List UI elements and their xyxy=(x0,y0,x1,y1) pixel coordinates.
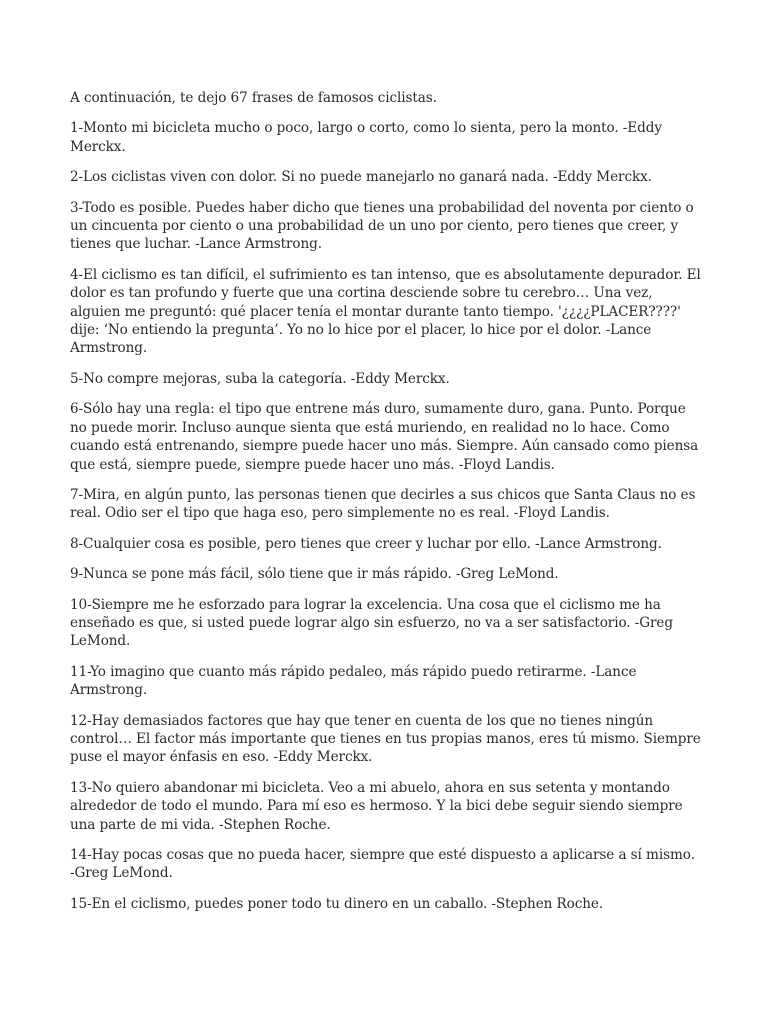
quote-paragraph: 2-Los ciclistas viven con dolor. Si no puede manejarlo no ganará nada. -Eddy Merckx. xyxy=(70,169,652,186)
quote-paragraph: 10-Siempre me he esforzado para lograr la excelencia. Una cosa que el ciclismo me ha enseñado es que, si usted puede lograr algo sin esfuerzo, no va a ser satisfactorio. -Greg LeMond. xyxy=(70,596,673,650)
quote-paragraph: 7-Mira, en algún punto, las personas tienen que decirles a sus chicos que Santa Claus no es real. Odio ser el tipo que haga eso, pero simplemente no es real. -Floyd Landis. xyxy=(70,486,696,522)
document-body xyxy=(70,89,702,925)
quote-paragraph: 12-Hay demasiados factores que hay que tener en cuenta de los que no tienes ningún control… El factor más importante que tienes en tus propias manos, eres tú mismo. Siempre puse el mayor énfasis en eso. -Eddy Merckx. xyxy=(70,712,701,766)
intro-paragraph: A continuación, te dejo 67 frases de famosos ciclistas. xyxy=(70,90,437,106)
quote-paragraph: 4-El ciclismo es tan difícil, el sufrimiento es tan intenso, que es absolutamente depurador. El dolor es tan profundo y fuerte que una cortina desciende sobre tu cerebro… Una vez, alguien me preguntó: qué placer tenía el montar durante tanto tiempo. '¿¿¿¿PLACER????' dije: ‘No entiendo la pregunta’. Yo no lo hice por el placer, lo hice por el dolor. -Lance Armstrong. xyxy=(70,266,701,357)
quote-paragraph: 3-Todo es posible. Puedes haber dicho que tienes una probabilidad del noventa por ciento o un cincuenta por ciento o una probabilidad de un uno por ciento, pero tienes que creer, y tienes que luchar. -Lance Armstrong. xyxy=(70,199,694,253)
quote-paragraph: 6-Sólo hay una regla: el tipo que entrene más duro, sumamente duro, gana. Punto. Porque no puede morir. Incluso aunque sienta que está muriendo, en realidad no lo hace. Como cuando está entrenando, siempre puede hacer uno más. Siempre. Aún cansado como piensa que está, siempre puede, siempre puede hacer uno más. -Floyd Landis. xyxy=(70,401,699,473)
quote-paragraph: 14-Hay pocas cosas que no pueda hacer, siempre que esté dispuesto a aplicarse a sí mismo. -Greg LeMond. xyxy=(70,847,695,882)
quote-paragraph: 11-Yo imagino que cuanto más rápido pedaleo, más rápido puedo retirarme. -Lance Armstrong. xyxy=(70,663,637,699)
quote-paragraph: 13-No quiero abandonar mi bicicleta. Veo a mi abuelo, ahora en sus setenta y montando alrededor de todo el mundo. Para mí eso es hermoso. Y la bici debe seguir siendo siempre una parte de mi vida. -Stephen Roche. xyxy=(70,779,683,833)
quote-paragraph: 1-Monto mi bicicleta mucho o poco, largo o corto, como lo sienta, pero la monto. -Eddy Merckx. xyxy=(70,120,662,155)
quote-paragraph: 15-En el ciclismo, puedes poner todo tu dinero en un caballo. -Stephen Roche. xyxy=(70,895,604,912)
quote-paragraph: 8-Cualquier cosa es posible, pero tienes que creer y luchar por ello. -Lance Armstrong. xyxy=(70,535,662,552)
quote-paragraph: 5-No compre mejoras, suba la categoría. -Eddy Merckx. xyxy=(70,370,450,387)
quote-paragraph: 9-Nunca se pone más fácil, sólo tiene que ir más rápido. -Greg LeMond. xyxy=(70,566,559,583)
